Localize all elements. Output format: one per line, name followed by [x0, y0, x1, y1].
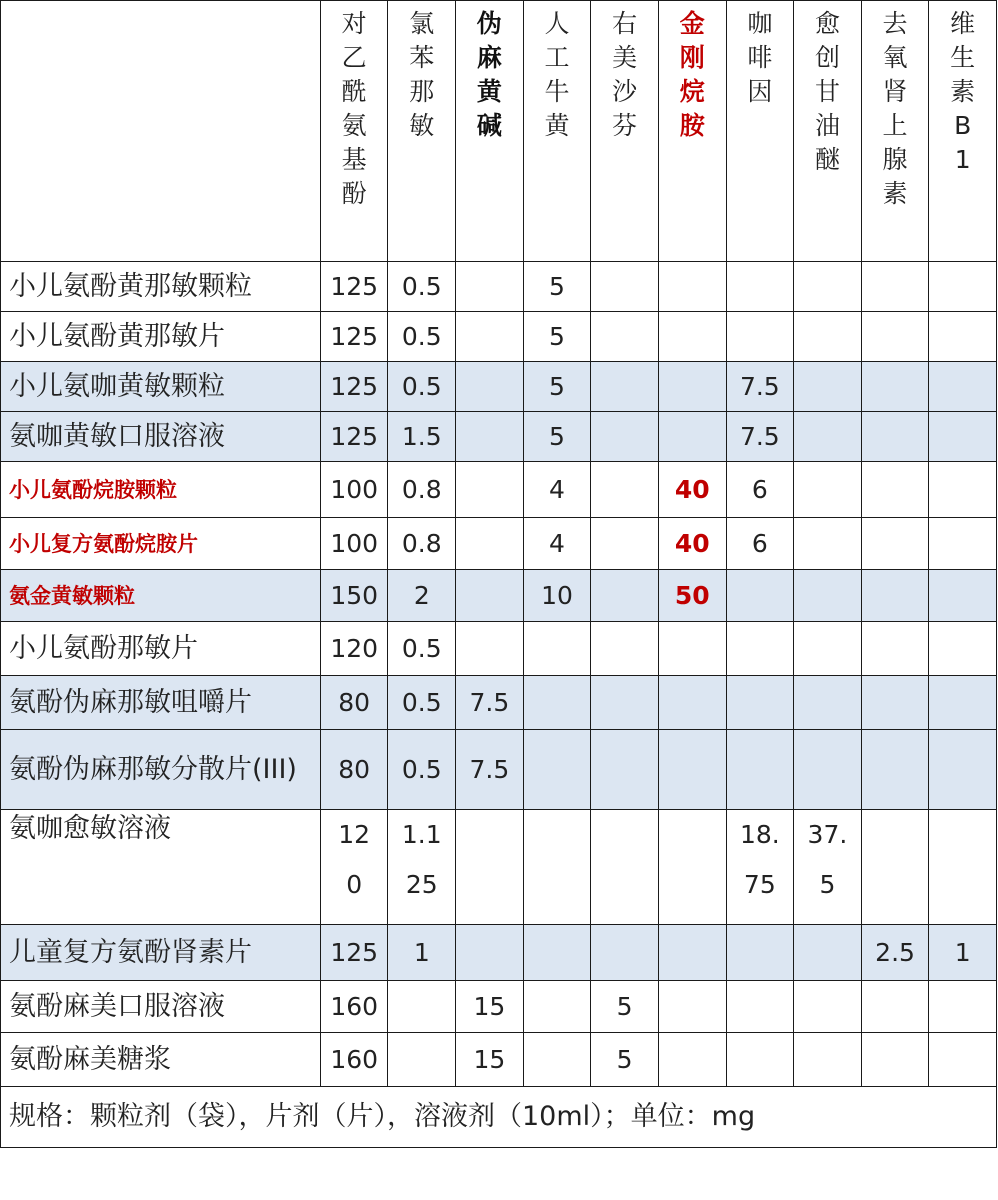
- value-cell: 40: [658, 462, 726, 518]
- table-row: [1, 312, 997, 362]
- table-row: [1, 981, 997, 1033]
- value-cell: 7.5: [456, 676, 524, 730]
- value-cell: [456, 362, 524, 412]
- product-name-cell: 氨酚麻美糖浆: [1, 1033, 321, 1087]
- column-header-label: 氯苯那敏: [409, 9, 435, 140]
- value-cell: 120: [320, 622, 388, 676]
- value-cell: [591, 262, 659, 312]
- value-cell: 6: [726, 462, 794, 518]
- value-cell: 7.5: [456, 730, 524, 810]
- product-name-cell: 小儿氨酚黄那敏片: [1, 312, 321, 362]
- value-cell: [726, 570, 794, 622]
- value-cell: 160: [320, 981, 388, 1033]
- value-cell: 125: [320, 312, 388, 362]
- value-cell: 0.5: [388, 622, 456, 676]
- table-row: [1, 622, 997, 676]
- value-cell: [929, 622, 997, 676]
- value-cell: 125: [320, 925, 388, 981]
- value-cell: [591, 412, 659, 462]
- value-cell: [658, 362, 726, 412]
- value-cell: [861, 518, 929, 570]
- value-cell: [658, 262, 726, 312]
- value-cell: [456, 570, 524, 622]
- header-row: [1, 1, 997, 262]
- product-name-cell: 小儿复方氨酚烷胺片: [1, 518, 321, 570]
- value-cell: 4: [523, 518, 591, 570]
- product-name-cell: 氨酚伪麻那敏分散片(III): [1, 730, 321, 810]
- value-cell: [388, 810, 456, 925]
- table-row: [1, 730, 997, 810]
- value-cell: [591, 362, 659, 412]
- value-cell: [320, 810, 388, 925]
- value-cell: [794, 362, 862, 412]
- value-cell: [726, 981, 794, 1033]
- value-cell: 0.5: [388, 262, 456, 312]
- value-cell: 100: [320, 518, 388, 570]
- product-name-cell: 小儿氨酚黄那敏颗粒: [1, 262, 321, 312]
- product-name-cell: 氨咖愈敏溶液: [1, 810, 321, 925]
- value-cell: [929, 810, 997, 925]
- value-cell: [929, 981, 997, 1033]
- value-cell: [658, 676, 726, 730]
- value-cell: 7.5: [726, 362, 794, 412]
- value-text: 120: [338, 820, 371, 899]
- value-cell: [658, 981, 726, 1033]
- value-cell: [794, 1033, 862, 1087]
- value-cell: [929, 518, 997, 570]
- table-row: [1, 362, 997, 412]
- value-cell: [591, 676, 659, 730]
- value-cell: [794, 730, 862, 810]
- column-header-pseudoephedrine: [456, 1, 524, 262]
- value-cell: [929, 462, 997, 518]
- value-cell: [591, 312, 659, 362]
- value-cell: [591, 570, 659, 622]
- product-name-cell: 小儿氨酚烷胺颗粒: [1, 462, 321, 518]
- value-cell: [861, 462, 929, 518]
- value-cell: [794, 981, 862, 1033]
- value-cell: [929, 676, 997, 730]
- value-cell: [456, 262, 524, 312]
- value-cell: 125: [320, 412, 388, 462]
- value-cell: [726, 676, 794, 730]
- value-cell: [658, 622, 726, 676]
- product-name-cell: 氨金黄敏颗粒: [1, 570, 321, 622]
- value-cell: 50: [658, 570, 726, 622]
- value-cell: [591, 810, 659, 925]
- value-cell: 5: [591, 981, 659, 1033]
- column-header-paracetamol: [320, 1, 388, 262]
- table-row: [1, 518, 997, 570]
- value-cell: [456, 925, 524, 981]
- value-cell: [591, 622, 659, 676]
- value-cell: [794, 518, 862, 570]
- value-cell: 2.5: [861, 925, 929, 981]
- product-name-cell: 氨酚伪麻那敏咀嚼片: [1, 676, 321, 730]
- table-row: [1, 570, 997, 622]
- value-cell: [726, 925, 794, 981]
- column-header-label: 去氧肾上腺素: [882, 9, 908, 208]
- value-cell: [456, 518, 524, 570]
- value-cell: [658, 730, 726, 810]
- footer-note: 规格：颗粒剂（袋），片剂（片），溶液剂（10ml）；单位：mg: [1, 1087, 997, 1148]
- column-header-label: 金刚烷胺: [679, 9, 705, 140]
- value-cell: [861, 730, 929, 810]
- column-header-dextromethorphan: [591, 1, 659, 262]
- table-row: [1, 262, 997, 312]
- value-cell: [861, 1033, 929, 1087]
- value-cell: [929, 570, 997, 622]
- value-cell: 80: [320, 730, 388, 810]
- value-cell: [726, 262, 794, 312]
- value-cell: [929, 262, 997, 312]
- value-text: 1.125: [401, 820, 442, 899]
- column-header-chlorphenamine: [388, 1, 456, 262]
- value-cell: [388, 1033, 456, 1087]
- value-cell: [929, 412, 997, 462]
- value-cell: 10: [523, 570, 591, 622]
- value-cell: 5: [523, 362, 591, 412]
- column-header-vitamin-b1: [929, 1, 997, 262]
- column-header-label: 愈创甘油醚: [814, 9, 840, 174]
- value-cell: [523, 676, 591, 730]
- value-cell: 15: [456, 981, 524, 1033]
- column-header-label: 咖啡因: [747, 9, 773, 106]
- value-cell: 125: [320, 362, 388, 412]
- value-cell: 0.5: [388, 362, 456, 412]
- value-cell: 0.5: [388, 676, 456, 730]
- value-cell: 4: [523, 462, 591, 518]
- value-cell: [861, 262, 929, 312]
- table-row: [1, 462, 997, 518]
- value-cell: 0.5: [388, 312, 456, 362]
- value-cell: [794, 412, 862, 462]
- value-cell: [929, 1033, 997, 1087]
- value-cell: [658, 925, 726, 981]
- value-cell: [794, 262, 862, 312]
- column-header-label: 右美沙芬: [612, 9, 638, 140]
- value-cell: 7.5: [726, 412, 794, 462]
- value-cell: [794, 925, 862, 981]
- value-cell: [726, 622, 794, 676]
- value-cell: [523, 981, 591, 1033]
- value-cell: [523, 925, 591, 981]
- column-header-label: 维生素B1: [950, 9, 976, 174]
- footer-row: [1, 1087, 997, 1148]
- value-cell: 5: [523, 262, 591, 312]
- value-cell: [456, 810, 524, 925]
- value-cell: [794, 622, 862, 676]
- table-row: [1, 676, 997, 730]
- value-cell: [726, 1033, 794, 1087]
- value-cell: [523, 730, 591, 810]
- value-cell: [861, 312, 929, 362]
- column-header-caffeine: [726, 1, 794, 262]
- value-cell: [658, 810, 726, 925]
- product-name-cell: 小儿氨酚那敏片: [1, 622, 321, 676]
- product-name-cell: 儿童复方氨酚肾素片: [1, 925, 321, 981]
- value-cell: 0.8: [388, 462, 456, 518]
- product-name-cell: 氨咖黄敏口服溶液: [1, 412, 321, 462]
- value-cell: 150: [320, 570, 388, 622]
- value-cell: [726, 312, 794, 362]
- value-cell: 1: [388, 925, 456, 981]
- column-header-phenylephrine: [861, 1, 929, 262]
- value-cell: [794, 810, 862, 925]
- value-cell: [591, 462, 659, 518]
- table-body: [1, 262, 997, 1087]
- value-cell: 1: [929, 925, 997, 981]
- value-cell: [861, 570, 929, 622]
- value-cell: [456, 622, 524, 676]
- value-cell: [523, 622, 591, 676]
- value-cell: 80: [320, 676, 388, 730]
- column-header-amantadine: [658, 1, 726, 262]
- value-cell: [591, 518, 659, 570]
- value-cell: 0.8: [388, 518, 456, 570]
- value-cell: [861, 362, 929, 412]
- value-cell: [794, 462, 862, 518]
- value-cell: [456, 462, 524, 518]
- value-cell: 100: [320, 462, 388, 518]
- value-cell: 5: [523, 312, 591, 362]
- value-cell: [658, 312, 726, 362]
- value-cell: [456, 312, 524, 362]
- value-cell: [861, 412, 929, 462]
- value-cell: [658, 412, 726, 462]
- value-cell: [591, 925, 659, 981]
- value-cell: [861, 676, 929, 730]
- value-cell: [456, 412, 524, 462]
- column-header-label: 人工牛黄: [544, 9, 570, 140]
- value-cell: 2: [388, 570, 456, 622]
- value-cell: [794, 570, 862, 622]
- value-cell: [861, 622, 929, 676]
- value-cell: [929, 730, 997, 810]
- value-cell: 40: [658, 518, 726, 570]
- value-cell: 6: [726, 518, 794, 570]
- table-row: [1, 412, 997, 462]
- corner-cell: [1, 1, 321, 262]
- value-cell: [523, 1033, 591, 1087]
- value-cell: [861, 810, 929, 925]
- value-text: 18.75: [739, 820, 780, 899]
- value-cell: [388, 981, 456, 1033]
- column-header-label: 伪麻黄碱: [476, 9, 502, 140]
- value-cell: 0.5: [388, 730, 456, 810]
- column-header-label: 对乙酰氨基酚: [341, 9, 367, 208]
- value-cell: [726, 730, 794, 810]
- value-cell: 160: [320, 1033, 388, 1087]
- product-name-cell: 小儿氨咖黄敏颗粒: [1, 362, 321, 412]
- value-cell: [861, 981, 929, 1033]
- value-cell: 15: [456, 1033, 524, 1087]
- value-cell: [794, 312, 862, 362]
- value-cell: 1.5: [388, 412, 456, 462]
- value-cell: [929, 312, 997, 362]
- value-text: 37.5: [807, 820, 848, 899]
- column-header-guaifenesin: [794, 1, 862, 262]
- value-cell: 5: [591, 1033, 659, 1087]
- value-cell: 5: [523, 412, 591, 462]
- table-row: [1, 925, 997, 981]
- value-cell: 125: [320, 262, 388, 312]
- value-cell: [658, 1033, 726, 1087]
- value-cell: [591, 730, 659, 810]
- value-cell: [794, 676, 862, 730]
- table-row: [1, 1033, 997, 1087]
- value-cell: [523, 810, 591, 925]
- column-header-artificial-bezoar: [523, 1, 591, 262]
- product-name-cell: 氨酚麻美口服溶液: [1, 981, 321, 1033]
- value-cell: [929, 362, 997, 412]
- value-cell: [726, 810, 794, 925]
- table-row: [1, 810, 997, 925]
